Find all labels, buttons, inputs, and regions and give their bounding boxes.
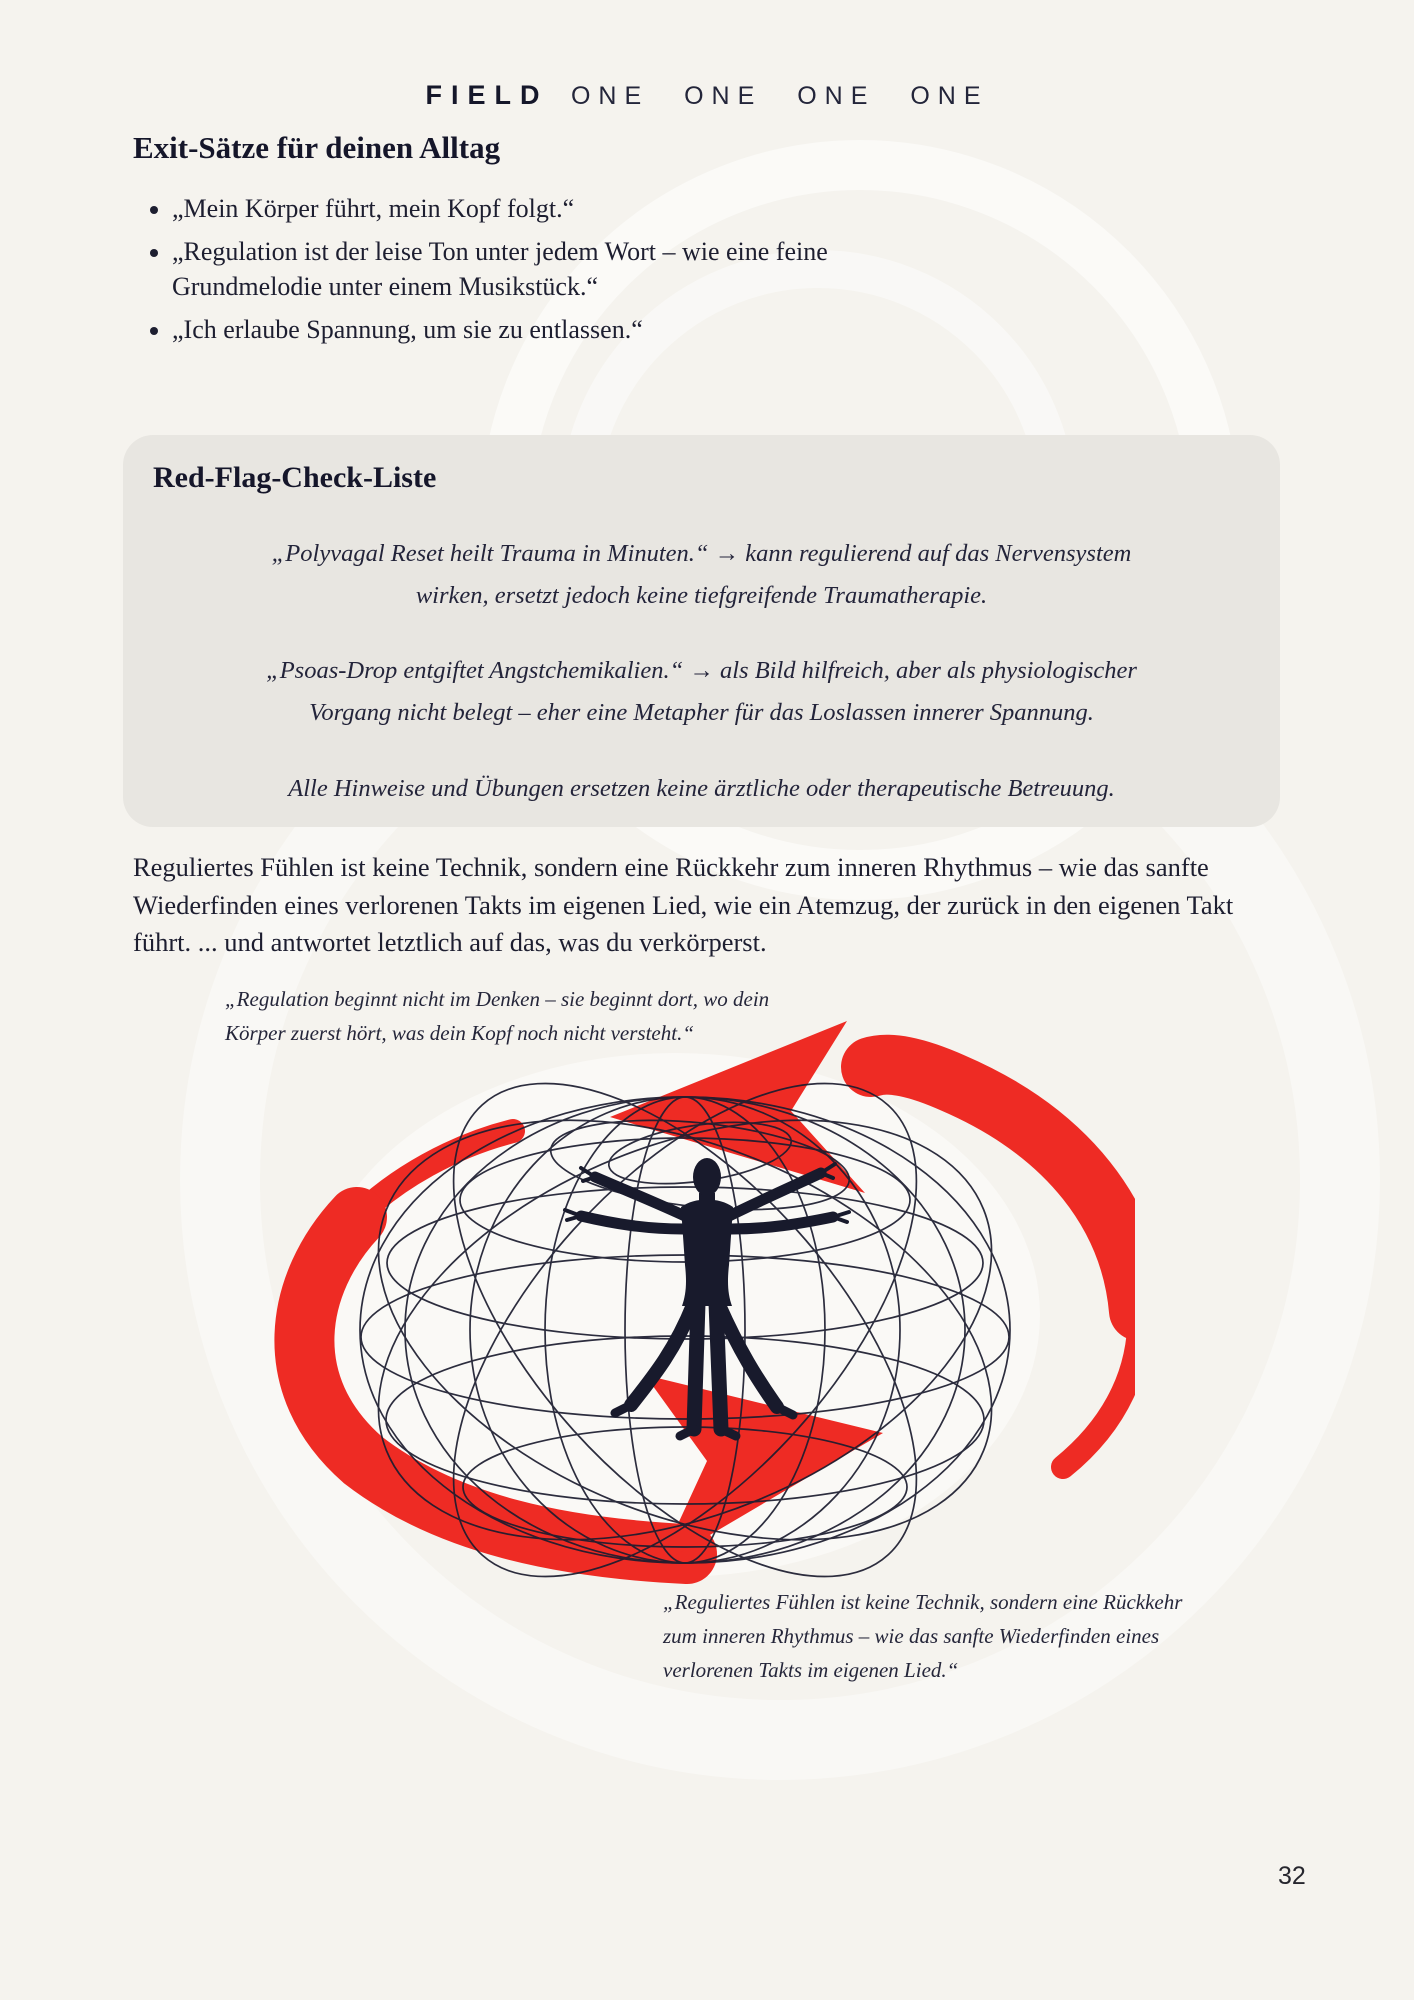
panel-body [153, 533, 1250, 810]
list-item [172, 192, 852, 226]
list-item [172, 313, 852, 347]
list-item [172, 235, 852, 304]
cycle-illustration [195, 1005, 1135, 1585]
exit-sentences-list [146, 192, 852, 356]
panel-title: Red-Flag-Check-Liste [153, 461, 437, 494]
panel-paragraph: Alle Hinweise und Übungen ersetzen keine ärztliche oder therapeutische Betreuung. [288, 774, 1115, 802]
page-number: 32 [1278, 1862, 1306, 1890]
brand-name-bold: FIELD [425, 80, 549, 110]
quote-bottom: „Reguliertes Fühlen ist keine Technik, sondern eine Rückkehr zum inneren Rhythmus – wie das sanfte Wiederfinden eines verlorenen Takts im eigenen Lied.“ [663, 1590, 1183, 1683]
page-header [0, 80, 1414, 111]
panel-paragraph: „Psoas-Drop entgiftet Angstchemikalien.“ → als Bild hilfreich, aber als physiologischer Vorgang nicht belegt – eher eine Metapher für das Loslassen innerer Spannung. [266, 657, 1137, 727]
panel-paragraph: „Polyvagal Reset heilt Trauma in Minuten.“ → kann regulierend auf das Nervensystem wirken, ersetzt jedoch keine tiefgreifende Traumatherapie. [271, 540, 1132, 610]
list-item-text: „Regulation ist der leise Ton unter jedem Wort – wie eine feine Grundmelodie unter einem Musikstück.“ [172, 237, 828, 301]
body-paragraph: Reguliertes Fühlen ist keine Technik, sondern eine Rückkehr zum inneren Rhythmus – wie das sanfte Wiederfinden eines verlorenen Takts im eigenen Lied, wie ein Atemzug, der zurück in den eigenen Takt führt. ... und antwortet letztlich auf das, was du verkörperst. [133, 852, 1234, 958]
brand-name-rest: ONE ONE ONE ONE [570, 82, 989, 110]
quote-top: „Regulation beginnt nicht im Denken – sie beginnt dort, wo dein Körper zuerst hört, was dein Kopf noch nicht versteht.“ [225, 987, 770, 1046]
red-flag-check-panel [123, 435, 1280, 827]
list-item-text: „Mein Körper führt, mein Kopf folgt.“ [172, 194, 575, 223]
list-item-text: „Ich erlaube Spannung, um sie zu entlassen.“ [172, 314, 643, 344]
section-title: Exit-Sätze für deinen Alltag [133, 130, 501, 165]
